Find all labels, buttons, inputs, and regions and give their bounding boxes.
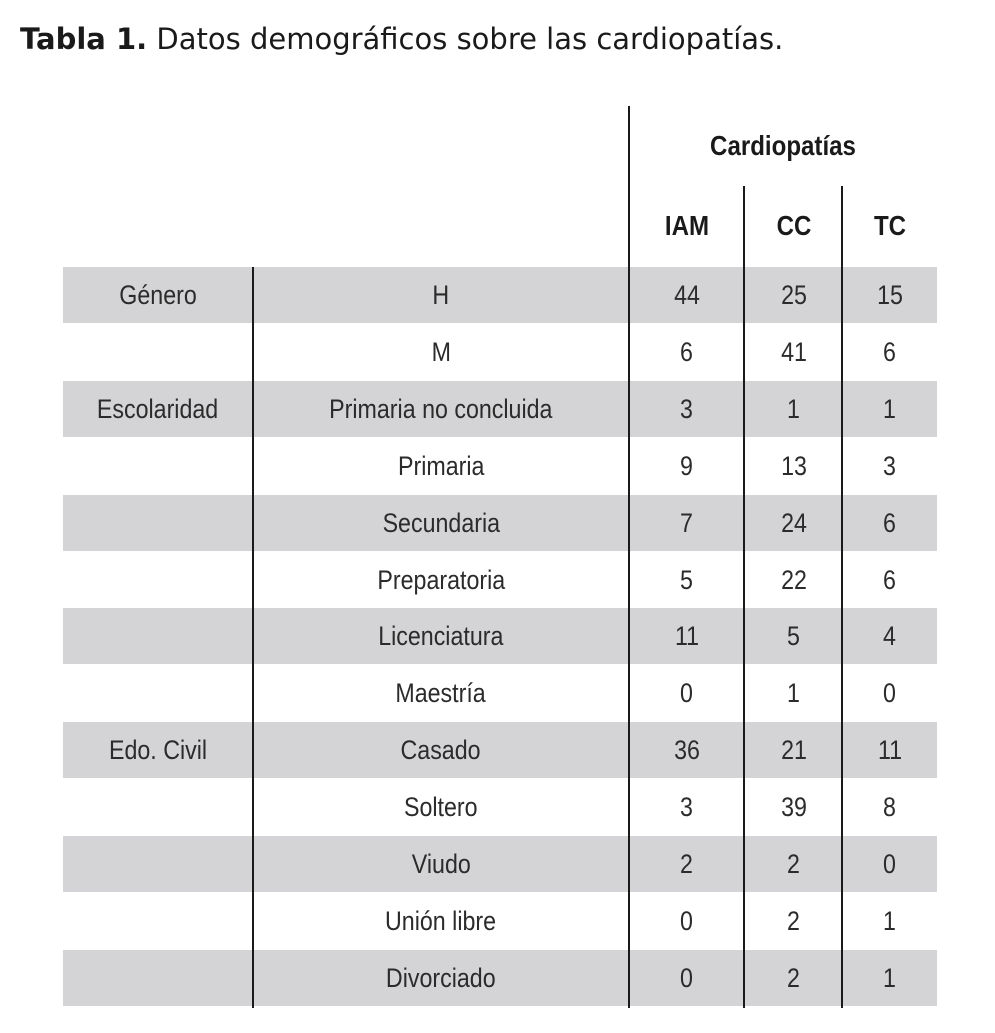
value-cell-cc	[745, 893, 843, 950]
header-col-tc: TC	[873, 210, 907, 241]
value-cell-iam-text: 0	[680, 905, 694, 936]
value-cell-tc	[843, 665, 937, 722]
value-cell-cc	[745, 950, 843, 1007]
value-cell-iam-text: 5	[680, 564, 694, 595]
item-cell	[253, 836, 629, 893]
value-cell-cc	[745, 665, 843, 722]
value-cell-iam-text: 36	[674, 735, 700, 766]
value-cell-iam	[629, 950, 745, 1007]
value-cell-tc	[843, 722, 937, 779]
item-cell	[253, 552, 629, 609]
item-cell	[253, 495, 629, 552]
value-cell-iam-text: 3	[680, 393, 694, 424]
header-group-cardiopatias: Cardiopatías	[710, 130, 856, 161]
category-cell	[63, 381, 253, 438]
value-cell-iam	[629, 324, 745, 381]
value-cell-iam-text: 44	[674, 280, 700, 310]
value-cell-tc-text: 6	[883, 336, 897, 367]
value-cell-cc	[745, 779, 843, 836]
item-cell-text: Primaria no concluida	[329, 393, 553, 424]
value-cell-cc	[745, 324, 843, 381]
value-cell-iam	[629, 438, 745, 495]
value-cell-tc-text: 8	[883, 792, 897, 823]
divider-iam	[743, 186, 745, 1008]
value-cell-cc	[745, 836, 843, 893]
item-cell-text: Soltero	[404, 792, 478, 823]
item-cell	[253, 381, 629, 438]
item-cell-text: Viudo	[411, 849, 471, 879]
value-cell-tc	[843, 324, 937, 381]
category-cell-text: Escolaridad	[97, 393, 219, 424]
item-cell	[253, 438, 629, 495]
category-cell-text: Edo. Civil	[108, 735, 208, 766]
value-cell-iam-text: 6	[680, 336, 694, 367]
value-cell-iam-text: 2	[680, 849, 694, 879]
value-cell-cc-text: 2	[787, 905, 801, 936]
item-cell	[253, 608, 629, 665]
value-cell-tc	[843, 779, 937, 836]
item-cell	[253, 950, 629, 1007]
item-cell-text: H	[432, 280, 450, 310]
value-cell-cc	[745, 438, 843, 495]
item-cell	[253, 665, 629, 722]
value-cell-cc	[745, 722, 843, 779]
category-cell	[63, 267, 253, 324]
value-cell-tc	[843, 608, 937, 665]
item-cell-text: Preparatoria	[377, 564, 505, 595]
value-cell-tc-text: 0	[883, 849, 897, 879]
value-cell-iam-text: 7	[680, 507, 694, 538]
value-cell-iam-text: 9	[680, 450, 694, 481]
item-cell	[253, 267, 629, 324]
item-cell-text: Divorciado	[386, 962, 496, 993]
header-col-cc: CC	[776, 210, 812, 241]
value-cell-iam	[629, 495, 745, 552]
value-cell-iam	[629, 836, 745, 893]
item-cell	[253, 324, 629, 381]
value-cell-tc-text: 0	[883, 678, 897, 709]
table-caption-text: Datos demográficos sobre las cardiopatías.	[156, 22, 784, 56]
value-cell-iam	[629, 893, 745, 950]
value-cell-cc-text: 22	[781, 564, 807, 595]
value-cell-cc	[745, 552, 843, 609]
value-cell-tc-text: 4	[883, 621, 897, 652]
value-cell-iam-text: 3	[680, 792, 694, 823]
value-cell-tc-text: 3	[883, 450, 897, 481]
value-cell-tc	[843, 381, 937, 438]
value-cell-iam-text: 0	[680, 678, 694, 709]
item-cell-text: Maestría	[395, 678, 487, 709]
value-cell-tc	[843, 950, 937, 1007]
value-cell-tc	[843, 267, 937, 324]
value-cell-cc-text: 41	[781, 336, 807, 367]
table-caption-label: Tabla 1.	[20, 22, 148, 56]
value-cell-tc-text: 11	[877, 735, 903, 766]
value-cell-tc	[843, 552, 937, 609]
demographics-table	[63, 106, 937, 1008]
item-cell-text: Licenciatura	[378, 621, 504, 652]
item-cell	[253, 893, 629, 950]
item-cell-text: Casado	[400, 735, 482, 766]
category-cell	[63, 722, 253, 779]
value-cell-tc	[843, 836, 937, 893]
value-cell-cc-text: 5	[787, 621, 801, 652]
value-cell-tc-text: 15	[877, 280, 903, 310]
value-cell-tc	[843, 893, 937, 950]
value-cell-cc-text: 24	[781, 507, 807, 538]
value-cell-iam	[629, 608, 745, 665]
value-cell-iam	[629, 722, 745, 779]
value-cell-cc-text: 1	[787, 678, 801, 709]
value-cell-cc	[745, 267, 843, 324]
value-cell-cc	[745, 381, 843, 438]
value-cell-tc	[843, 438, 937, 495]
item-cell-text: Unión libre	[385, 905, 497, 936]
divider-item	[628, 106, 630, 1008]
item-cell	[253, 779, 629, 836]
value-cell-tc-text: 6	[883, 507, 897, 538]
category-cell-text: Género	[119, 280, 197, 310]
value-cell-tc-text: 1	[883, 905, 897, 936]
value-cell-cc	[745, 608, 843, 665]
value-cell-iam	[629, 779, 745, 836]
value-cell-cc-text: 21	[781, 735, 807, 766]
value-cell-iam	[629, 381, 745, 438]
value-cell-iam	[629, 267, 745, 324]
value-cell-cc-text: 2	[787, 849, 801, 879]
value-cell-iam	[629, 552, 745, 609]
item-cell-text: M	[431, 336, 451, 367]
divider-category	[252, 267, 254, 1008]
item-cell-text: Primaria	[397, 450, 485, 481]
value-cell-cc-text: 2	[787, 962, 801, 993]
value-cell-tc-text: 1	[883, 962, 897, 993]
item-cell	[253, 722, 629, 779]
value-cell-iam-text: 11	[674, 621, 700, 652]
value-cell-cc-text: 25	[781, 280, 807, 310]
value-cell-cc-text: 39	[781, 792, 807, 823]
value-cell-iam-text: 0	[680, 962, 694, 993]
value-cell-iam	[629, 665, 745, 722]
table-caption	[20, 22, 783, 56]
value-cell-tc	[843, 495, 937, 552]
value-cell-cc-text: 13	[781, 450, 807, 481]
value-cell-tc-text: 6	[883, 564, 897, 595]
value-cell-cc-text: 1	[787, 393, 801, 424]
header-col-iam: IAM	[664, 210, 710, 241]
item-cell-text: Secundaria	[382, 507, 500, 538]
value-cell-cc	[745, 495, 843, 552]
value-cell-tc-text: 1	[883, 393, 897, 424]
divider-cc	[841, 186, 843, 1008]
